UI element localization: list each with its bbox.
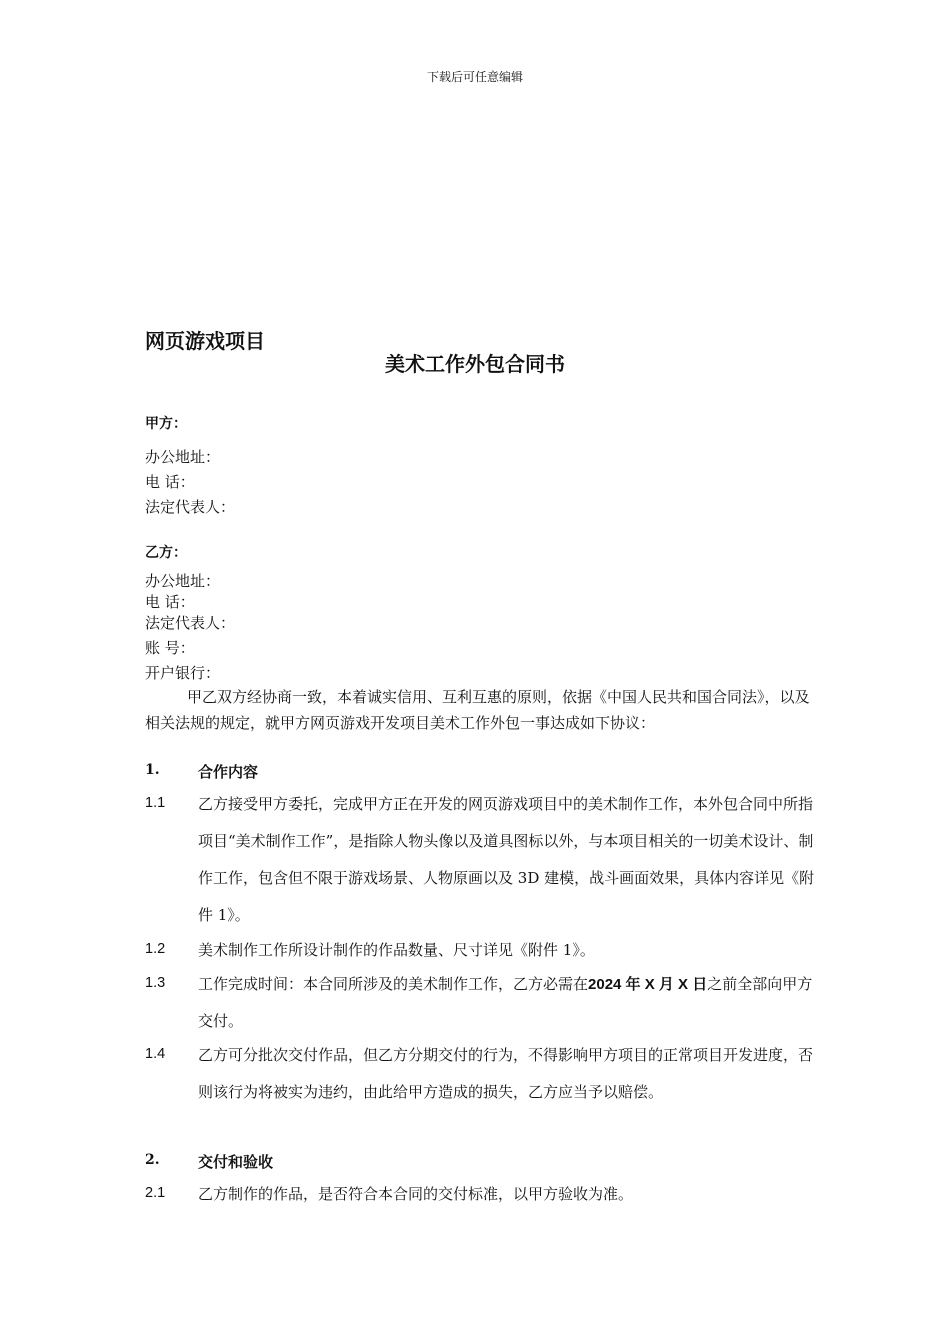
party-b-bank: 开户银行： — [145, 664, 221, 682]
party-b-label: 乙方： — [145, 545, 187, 561]
clause-1-2-text: 美术制作工作所设计制作的作品数量、尺寸详见《附件 1》。 — [198, 941, 595, 959]
clause-1-3-number: 1.3 — [145, 975, 166, 991]
clause-1-3-text-after: 之前全部向甲方交付。 — [198, 975, 813, 1030]
clause-2-1-text: 乙方制作的作品，是否符合本合同的交付标准，以甲方验收为准。 — [198, 1185, 634, 1203]
party-a-phone: 电 话： — [145, 473, 195, 491]
clause-1-1-number: 1.1 — [145, 795, 166, 811]
party-b-address: 办公地址： — [145, 572, 221, 590]
clause-1-1-text: 乙方接受甲方委托，完成甲方正在开发的网页游戏项目中的美术制作工作，本外包合同中所指项目“美术制作工作”，是指除人物头像以及道具图标以外，与本项目相关的一切美术设计、制作工作，包含但不限于游戏场景、人物原画以及 3D 建模，战斗画面效果，具体内容详见《附件 1》。 — [198, 795, 815, 924]
party-a-label: 甲方： — [145, 416, 187, 432]
clause-1-4-text: 乙方可分批次交付作品，但乙方分期交付的行为，不得影响甲方项目的正常项目开发进度，否则该行为将被实为违约，由此给甲方造成的损失，乙方应当予以赔偿。 — [198, 1046, 814, 1101]
header-note: 下载后可任意编辑 — [426, 70, 523, 84]
party-b-phone: 电 话： — [145, 593, 195, 611]
clause-1-2-number: 1.2 — [145, 941, 166, 957]
preamble: 甲乙双方经协商一致，本着诚实信用、互利互惠的原则，依据《中国人民共和国合同法》，以及相关法规的规定，就甲方网页游戏开发项目美术工作外包一事达成如下协议： — [145, 688, 810, 732]
clause-2-1-number: 2.1 — [145, 1185, 166, 1201]
contract-title: 美术工作外包合同书 — [385, 352, 565, 376]
section-2-title: 交付和验收 — [198, 1153, 274, 1171]
party-a-address: 办公地址： — [145, 448, 221, 466]
clause-1-3-text-before: 工作完成时间：本合同所涉及的美术制作工作，乙方必需在 — [198, 975, 589, 993]
section-1-number: 1. — [145, 762, 160, 778]
section-1-title: 合作内容 — [198, 763, 259, 781]
section-2-number: 2. — [145, 1152, 160, 1168]
clause-1-4-number: 1.4 — [145, 1046, 166, 1062]
clause-1-3-text — [198, 966, 818, 1040]
clause-1-3-deadline: 2024 年 X 月 X 日 — [588, 976, 708, 993]
party-b-account: 账 号： — [145, 639, 195, 657]
project-title: 网页游戏项目 — [145, 329, 265, 353]
party-b-legal-rep: 法定代表人： — [145, 614, 236, 632]
party-a-legal-rep: 法定代表人： — [145, 498, 236, 516]
